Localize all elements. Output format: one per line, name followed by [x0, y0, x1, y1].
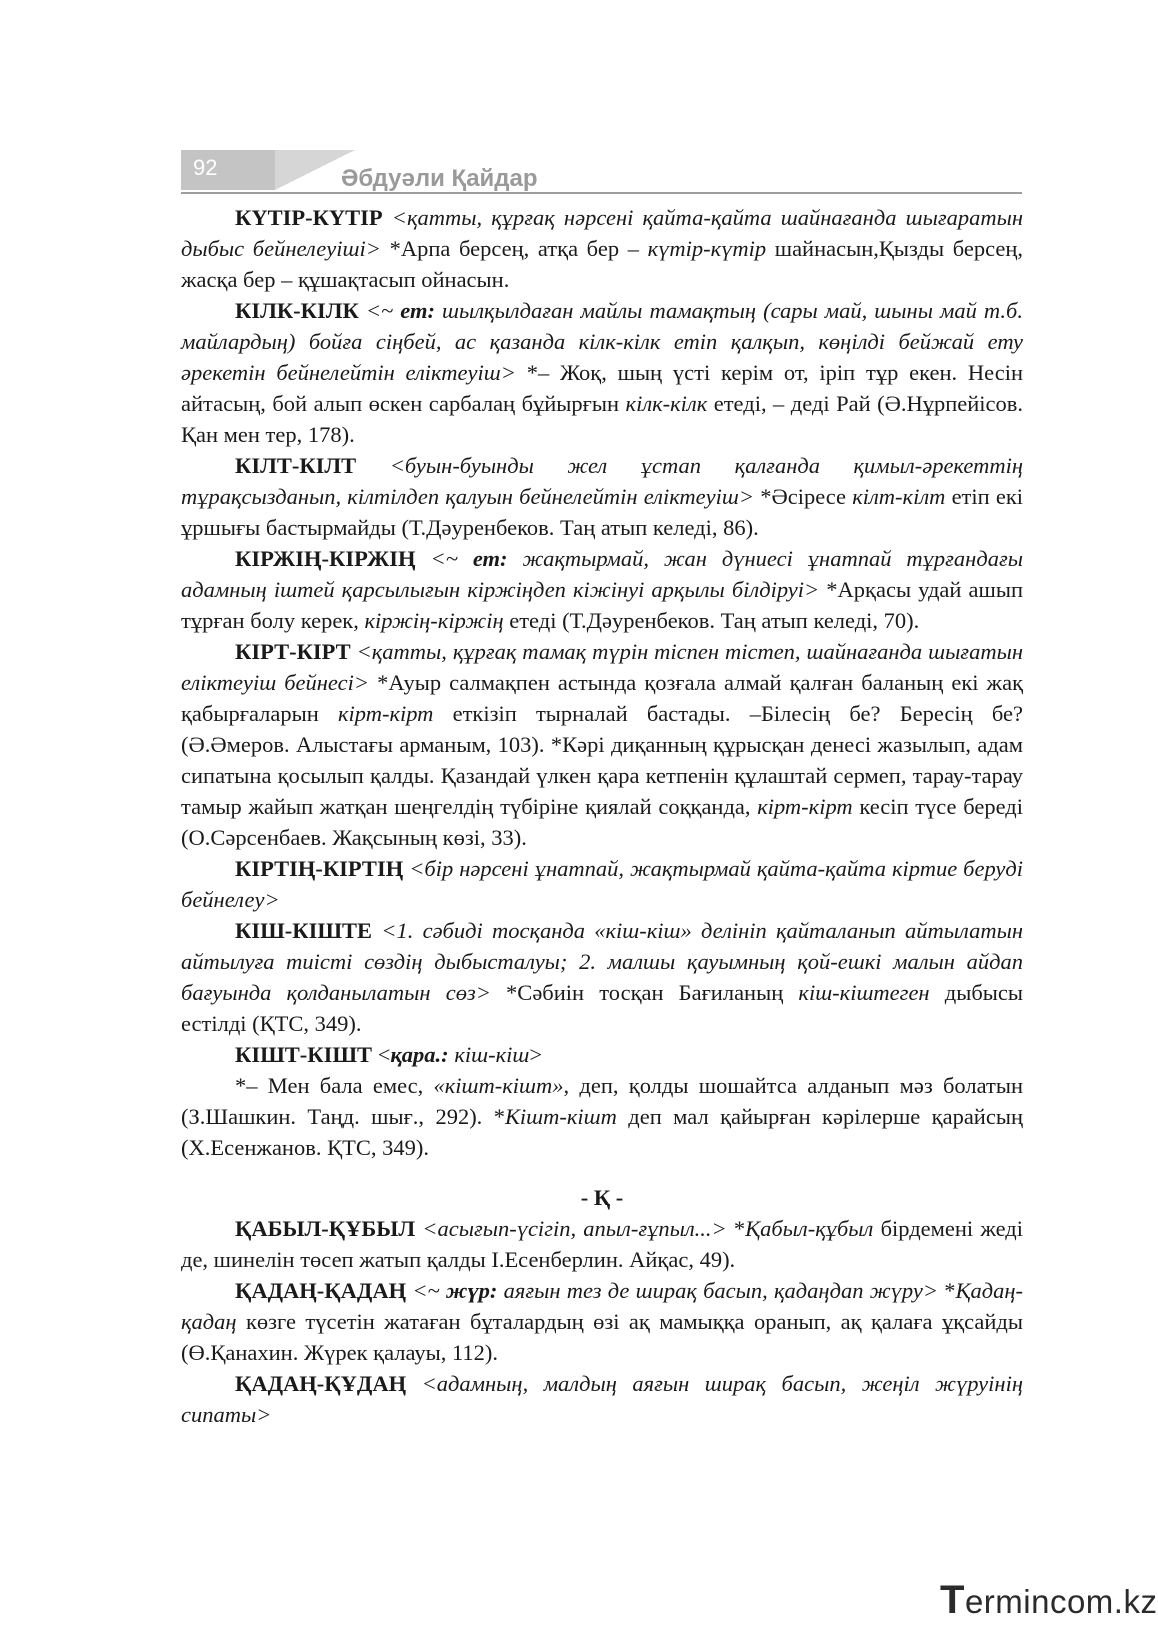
entry-definition: аяғын тез де ширақ басып, қадаңдап жүру> — [497, 1278, 939, 1303]
entry-example: күтір-күтір — [647, 236, 767, 261]
entry-definition: <адамның, малдың аяғын ширақ басып, жеңіл жүруінің сипаты> — [181, 1371, 1023, 1427]
example-text: *– Мен бала емес, — [235, 1073, 434, 1098]
entry-headword: ҚАДАҢ-ҚҰДАҢ — [235, 1371, 407, 1396]
entry-example: көзге түсетін жатаған бұталардың өзі ақ мамыққа оранып, ақ қалаға ұқсайды (Ө.Қанахин. Жүрек қалауы, 112). — [181, 1309, 1023, 1365]
dictionary-entry — [181, 1213, 1023, 1275]
entry-definition: жүр: — [445, 1278, 498, 1303]
dictionary-entry — [181, 915, 1023, 1039]
entry-definition: <асығып-үсігіп, апыл-ғұпыл...> — [415, 1216, 727, 1241]
entry-example: кесіп түсе береді (О.Сәрсенбаев. Жақсының көзі, 33). — [181, 794, 1023, 850]
entry-headword: КІШТ-КІШТ — [235, 1042, 373, 1067]
dictionary-entry — [181, 1039, 1023, 1070]
dictionary-entry — [181, 202, 1023, 295]
page-header — [181, 150, 1022, 196]
dictionary-entry — [181, 1275, 1023, 1368]
entry-example: дыбысы естілді (ҚТС, 349). — [181, 980, 1023, 1036]
example-text: Кішт-кішт — [504, 1104, 617, 1129]
dictionary-entry — [181, 1368, 1023, 1430]
entry-definition: <1. сәбиді тосқанда «кіш-кіш» делініп қайталанып айтылатын айтылуға тиісті сөздің дыбысталуы; 2. малшы қауымның қой-ешкі малын айдап бағуында қолданылатын сөз> — [181, 918, 1023, 1005]
entry-definition: ет: — [472, 546, 508, 571]
entry-definition: кіш-кіш — [448, 1042, 530, 1067]
dictionary-entry — [181, 295, 1023, 450]
watermark-initial: T — [940, 1578, 965, 1622]
example-text: деп мал қайырған кәрілерше қарайсың (Х.Есенжанов. ҚТС, 349). — [181, 1104, 1023, 1160]
example-text: , деп, қолды шошайтса алданып мәз болатын (З.Шашкин. Таңд. шығ., 292). * — [181, 1073, 1024, 1129]
entry-example: етеді (Т.Дәуренбеков. Таң атып келеді, 70). — [503, 608, 920, 633]
entry-example: шайнасын,Қызды берсең, жасқа бер – құшақтасып ойнасын. — [181, 236, 1023, 292]
entry-headword: КІЛК-КІЛК — [235, 298, 359, 323]
entry-definition: қара.: — [390, 1042, 449, 1067]
entry-definition: > — [529, 1042, 543, 1067]
entry-example: еткізіп тырналай бастады. –Білесің бе? Бересің бе? (Ә.Әмеров. Алыстағы арманым, 103). *Кәрі диқанның құрысқан денесі жазылып, адам сипатына қосылып қалды. Қазандай үлкен қара кетпенін құлаштай сермеп, тарау-тарау тамыр жайып жатқан шеңгелдің түбіріне қиялай соққанда, — [181, 701, 1023, 819]
entry-headword: КІРТІҢ-КІРТІҢ — [235, 856, 404, 881]
entry-definition: <~ — [358, 298, 401, 323]
entry-example: * — [938, 1278, 956, 1303]
dictionary-entry — [181, 543, 1023, 636]
entry-definition: <буын-буынды жел ұстап қалғанда қимыл-әрекеттің тұрақсызданып, кілтілдеп қалуын бейнелейтін еліктеуіш> — [181, 453, 1023, 509]
entry-example: Қабыл-құбыл — [745, 1216, 874, 1241]
example-text: «кішт-кішт» — [433, 1073, 564, 1098]
entry-example: Қадаң-қадаң — [181, 1278, 1024, 1334]
dictionary-entry — [181, 450, 1023, 543]
entry-example: етеді, – деді Рай (Ә.Нұрпейісов. Қан мен тер, 178). — [181, 391, 1023, 447]
entry-example: кіржің-кіржің — [364, 608, 504, 633]
entry-definition: ет: — [400, 298, 435, 323]
entry-example: * — [726, 1216, 746, 1241]
dictionary-entry — [181, 853, 1023, 915]
entry-example: кірт-кірт — [757, 794, 853, 819]
section-heading: - Қ - — [580, 1185, 624, 1210]
entry-definition: <қатты, құрғақ тамақ түрін тіспен тістеп, шайнағанда шығатын еліктеуіш бейнесі> — [181, 639, 1023, 695]
entry-example: бірдемені жеді де, шинелін төсеп жатып қалды І.Есенберлин. Айқас, 49). — [181, 1216, 1023, 1272]
entry-example: етіп екі ұршығы бастырмайды (Т.Дәуренбеков. Таң атып келеді, 86). — [181, 484, 1024, 540]
entry-example: кілк-кілк — [625, 391, 708, 416]
entry-headword: КІРЖІҢ-КІРЖІҢ — [235, 546, 416, 571]
entry-example: кірт-кірт — [337, 701, 434, 726]
page-number: 92 — [193, 155, 218, 180]
entry-example: *Ауыр салмақпен астында қозғала алмай қалған баланың екі жақ қабырғаларын — [181, 670, 1024, 726]
entry-definition: < — [372, 1042, 391, 1067]
entry-definition: <~ — [415, 546, 473, 571]
entry-example: *Арқасы удай ашып тұрған болу керек, — [181, 577, 1023, 633]
entry-definition: шылқылдаған майлы тамақтың (сары май, шыны май т.б. майлардың) бойға сіңбей, ас қазанда кілк-кілк етіп қалқып, көңілді бейжай ету әрекетін бейнелейтін еліктеуіш> — [181, 298, 1023, 385]
entry-headword: КІЛТ-КІЛТ — [235, 453, 357, 478]
watermark-rest: ermincom.kz — [964, 1583, 1158, 1620]
dictionary-entries — [181, 202, 1023, 1430]
entry-definition: <бір нәрсені ұнатпай, жақтырмай қайта-қайта кіртие беруді бейнелеу> — [181, 856, 1023, 912]
entry-example: *Сәбиін тосқан Бағиланың — [490, 980, 799, 1005]
entry-example: *Әсіресе — [754, 484, 853, 509]
example-paragraph — [181, 1070, 1023, 1163]
entry-definition: <~ — [406, 1278, 446, 1303]
site-watermark — [940, 1578, 1157, 1623]
header-rule — [181, 192, 1022, 194]
dictionary-entry — [181, 636, 1023, 853]
entry-headword: КҮТІР-КҮТІР — [235, 205, 383, 230]
entry-definition: <қатты, құрғақ нәрсені қайта-қайта шайнағанда шығаратын дыбыс бейнелеуіші> — [181, 205, 1023, 261]
entry-headword: КІШ-КІШТЕ — [235, 918, 373, 943]
entry-example: кіш-кіштеген — [798, 980, 930, 1005]
entry-headword: ҚАБЫЛ-ҚҰБЫЛ — [235, 1216, 416, 1241]
entry-headword: ҚАДАҢ-ҚАДАҢ — [235, 1278, 407, 1303]
entry-example: *– Жоқ, шың үсті керім от, іріп тұр екен. Несін айтасың, бой алып өскен сарбалаң бұйырғын — [181, 360, 1024, 416]
entry-headword: КІРТ-КІРТ — [235, 639, 351, 664]
running-head-author: Әбдуәли Қайдар — [341, 165, 538, 192]
entry-example: кілт-кілт — [852, 484, 946, 509]
entry-definition: жақтырмай, жан дүниесі ұнатпай тұрғандағы адамның іштей қарсылығын кіржіңдеп кіжінуі арқылы білдіруі> — [181, 546, 1023, 602]
entry-example: *Арпа берсең, атқа бер – — [380, 236, 648, 261]
